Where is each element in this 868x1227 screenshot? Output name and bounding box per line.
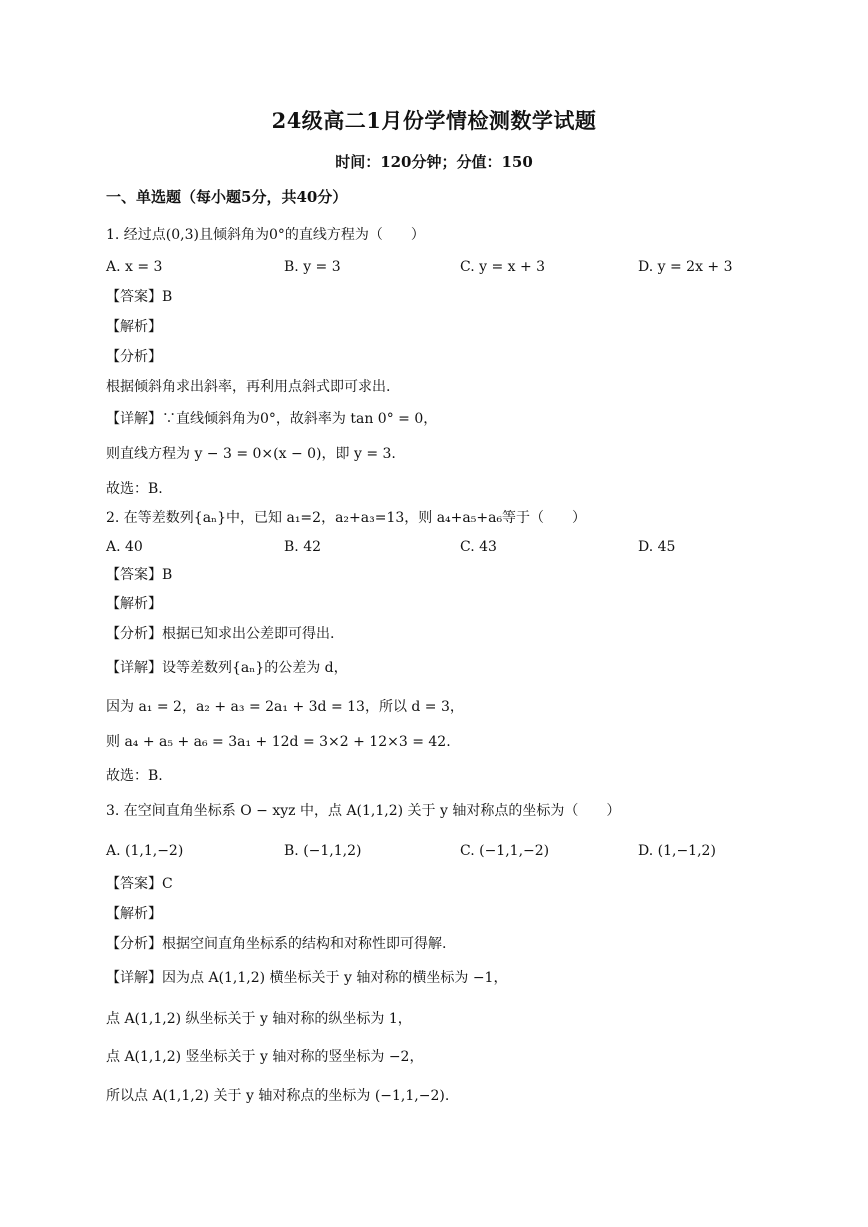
q2-option-a: A. 40 (106, 539, 143, 555)
q3-answer: 【答案】C (106, 876, 173, 892)
page-title: 24级高二1月份学情检测数学试题 (271, 108, 597, 133)
q1-option-a: A. x = 3 (106, 259, 163, 275)
q1-detail-1: 【详解】∵直线倾斜角为0°，故斜率为 tan 0° = 0， (106, 411, 438, 427)
q3-stem: 3. 在空间直角坐标系 O − xyz 中，点 A(1,1,2) 关于 y 轴对称点的坐标为（ ） (106, 803, 621, 819)
section-heading: 一、单选题（每小题5分，共40分） (106, 188, 348, 206)
q3-option-c: C. (−1,1,−2) (460, 843, 550, 859)
q2-detail-3: 则 a₄ + a₅ + a₆ = 3a₁ + 12d = 3×2 + 12×3 = 42. (106, 734, 451, 750)
q3-analysis-label: 【解析】 (106, 906, 162, 922)
q2-option-c: C. 43 (460, 539, 497, 555)
q2-detail-2: 因为 a₁ = 2，a₂ + a₃ = 2a₁ + 3d = 13，所以 d = 3， (106, 699, 464, 715)
q3-detail-4: 所以点 A(1,1,2) 关于 y 轴对称点的坐标为 (−1,1,−2). (106, 1088, 450, 1104)
exam-info: 时间：120分钟；分值：150 (335, 153, 533, 171)
q1-conclusion: 故选：B. (106, 481, 163, 497)
q3-option-a: A. (1,1,−2) (106, 843, 184, 859)
q1-option-d: D. y = 2x + 3 (638, 259, 733, 275)
q3-detail-3: 点 A(1,1,2) 竖坐标关于 y 轴对称的竖坐标为 −2， (106, 1049, 424, 1065)
q2-stem: 2. 在等差数列{aₙ}中，已知 a₁=2，a₂+a₃=13，则 a₄+a₅+a₆等于（ ） (106, 510, 587, 526)
q1-option-c: C. y = x + 3 (460, 259, 546, 275)
q2-analysis-label: 【解析】 (106, 596, 162, 612)
q2-answer: 【答案】B (106, 567, 173, 583)
q2-fenxi: 【分析】根据已知求出公差即可得出. (106, 626, 335, 642)
q3-detail-1: 【详解】因为点 A(1,1,2) 横坐标关于 y 轴对称的横坐标为 −1， (106, 970, 508, 986)
q2-conclusion: 故选：B. (106, 768, 163, 784)
q1-detail-2: 则直线方程为 y − 3 = 0×(x − 0)，即 y = 3. (106, 446, 396, 462)
q2-option-d: D. 45 (638, 539, 676, 555)
q2-detail-1: 【详解】设等差数列{aₙ}的公差为 d， (106, 660, 348, 676)
q3-detail-2: 点 A(1,1,2) 纵坐标关于 y 轴对称的纵坐标为 1， (106, 1011, 412, 1027)
q2-option-b: B. 42 (284, 539, 322, 555)
q1-fenxi-text: 根据倾斜角求出斜率，再利用点斜式即可求出. (106, 379, 391, 395)
q1-answer: 【答案】B (106, 289, 173, 305)
q1-analysis-label: 【解析】 (106, 319, 162, 335)
q1-fenxi-label: 【分析】 (106, 349, 162, 365)
q3-option-b: B. (−1,1,2) (284, 843, 362, 859)
q3-option-d: D. (1,−1,2) (638, 843, 716, 859)
q1-option-b: B. y = 3 (284, 259, 341, 275)
q1-stem: 1. 经过点(0,3)且倾斜角为0°的直线方程为（ ） (106, 227, 425, 243)
q3-fenxi: 【分析】根据空间直角坐标系的结构和对称性即可得解. (106, 936, 447, 952)
